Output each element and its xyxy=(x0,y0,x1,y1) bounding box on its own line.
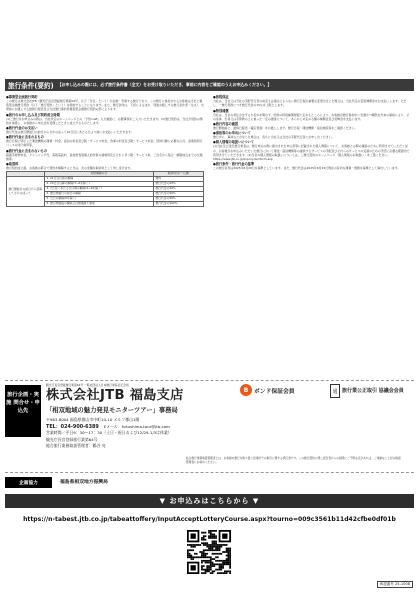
header-period: 契約解除の日 xyxy=(45,172,154,177)
company-name: 株式会社JTB 福島支店 xyxy=(46,388,184,403)
terms-title: 旅行条件(要約) xyxy=(8,82,54,90)
section-body: 旅行契約成立後、お客様の都合で契約を解除するときは、次の金額を取消料として申し受けます。 xyxy=(6,165,133,170)
section-heading: ●旅程保証 xyxy=(213,95,229,100)
section-heading: ●旅行のお申し込み及び契約成立時期 xyxy=(6,112,60,117)
registration-text: 観光庁長官登録旅行業第64号 一般社団法人日本旅行業協会正会員 xyxy=(46,383,129,387)
contact-info xyxy=(46,417,172,450)
terms-right-column xyxy=(213,94,411,170)
divider xyxy=(5,380,414,381)
phone[interactable]: TEL：024-900-6389 xyxy=(46,423,99,430)
section-body: 旅行代金は旅行開始日の前日からさかのぼって10日目にあたる日より前にお支払いいただきます。 xyxy=(6,129,134,134)
business-hours: 営業時間／平日9：30～17：30（土日・祝日および12/29-1/3は休業） xyxy=(46,430,172,436)
cancel-fee-table xyxy=(6,171,204,206)
cell-fee: 旅行代金の50% xyxy=(154,196,204,201)
terms-left-column xyxy=(6,94,204,207)
section-body: 超過手荷物料金、クリーニング代、電報電話料、追加飲食等個人的性質の諸費用及びそれに伴う税・サービス料、ご自宅から集合・解散地点までの交通費等。 xyxy=(6,152,203,161)
terms-subtitle: 【お申し込みの際には、必ず旅行条件書（全文）をお受け取りいただき、事前に内容をご確認のうえお申込みください。】 xyxy=(57,82,272,87)
section-body: (1)当社及び受託旅行業者は、旅行申込の際に提出された申込書等に記載された個人情報について、お客様との間の連絡のために利用させていただくほか、お客様がお申込みいただいた旅行において運送・宿泊機関等の提供するサービスの手配及びそれらのサービスの受領のための手続に必要な範囲内で利用させていただきます。(2)当社の個人情報の取扱いについては、ご旅行契約のホームページ「個人情報のお取扱い」をご覧ください。https://www.jtb.co.jp/inquiry/wmform.asp xyxy=(213,144,410,161)
cell-period: 3. 7日目にあたる日以降の解除(4~6を除く) xyxy=(45,187,154,192)
bond-badge xyxy=(240,384,295,396)
cell-period: 6. 旅行開始後の解除又は無連絡不参加 xyxy=(45,201,154,206)
address: 〒963-8004 福島県郡山市中町10-10 メルフ郡山1階 xyxy=(46,417,140,422)
approval-number: 承認番号 25-1008 xyxy=(377,581,413,588)
fair-trade-badge xyxy=(330,384,404,398)
table-side-label: 旅行開始日の前日から起算してさかのぼって xyxy=(7,177,45,206)
office-name: 「相双地域の魅力発見モニターツアー」事務局 xyxy=(46,407,178,414)
manager-name: 総合旅行業務取扱管理者：鶴谷 亮 xyxy=(46,443,106,449)
section-body: 当社は、当社の責任が生ずるか否かを問わず、約款の特別補償規程で定めるところにより、お客様が旅行参加中に急激かつ偶然な外来の事故により、その身体、生命又は手荷物の上に被った一定の損害について、あらかじめ定める額の補償金及び見舞金を支払います。 xyxy=(213,112,410,121)
section-heading: ●取消料 xyxy=(6,161,19,166)
section-body: (1)ご旅行をお申込みの際は、当社所定のホームページ上の「予約craft」入力画面に、必要事項をご入力いただきます。(2)旅行契約は、当社が契約の締結を承諾し、お客様から申込金を受理したときに成立するものとします。 xyxy=(6,116,203,125)
manager-note: 総合旅行業務取扱管理者とは、お客様の旅行を取り扱う営業所での取引に関する責任者です。この旅行契約に関し担当者からの説明にご不明な点があれば、ご遠慮なく上記の取扱管理者にお尋ねください。 xyxy=(186,456,401,464)
apply-banner: ▼ お申込みはこちらから ▼ xyxy=(5,494,414,508)
cooperation-label: 企画協力 xyxy=(5,477,52,488)
cell-fee: 旅行代金の30% xyxy=(154,187,204,192)
cell-fee: 旅行代金の20% xyxy=(154,182,204,187)
section-heading: ●募集型企画旅行契約 xyxy=(6,95,38,100)
section-heading: ●個人情報の取扱いについて xyxy=(213,140,254,145)
license-number: 観光庁長官登録旅行業第64号 xyxy=(46,436,98,442)
bond-label: ボンド保証会員 xyxy=(254,388,295,395)
section-heading: ●旅行代金のお支払い xyxy=(6,125,38,130)
section-heading: ●旅行代金に含まれないもの xyxy=(6,148,48,153)
header-fee: 取消料(お一人様) xyxy=(154,172,204,177)
email[interactable]: Eメール：fukushima-tour@jtb.com xyxy=(103,423,170,429)
section-body: 旅行開始前に、最終日程表（確定書面）をお渡しします。旅行日程・運送機関・宿泊施設等をご確認ください。 xyxy=(213,125,358,130)
section-body: 旅行日程に明示した運送機関の運賃・料金、宿泊の料金及び税・サービス料金、食事の料金及び税・サービス料金、団体行動に必要な心付、添乗員同行コースの同行費用等。 xyxy=(6,139,203,148)
cell-period: 4. 旅行開始日の前日の解除 xyxy=(45,192,154,197)
fair-trade-label: 旅行業公正取引 協議会会員 xyxy=(342,387,404,394)
section-body: 当社は、当社又は当社の手配代行者の故意又は過失によらない旅行日程の重要な変更が生じた場合は、当社所定の変更補償金をお支払いします。ただし、一旅行契約につき旅行代金の15％を上限とします。 xyxy=(213,99,407,108)
section-body: 旅行中に、事故などが生じた場合は、直ちに当社又は当社の手配代行者にお申し出ください。 xyxy=(213,135,335,140)
section-heading: ●旅行内容の確認 xyxy=(213,121,239,126)
bond-logo-icon: B xyxy=(240,384,252,396)
section-heading: ●特別補償 xyxy=(213,108,229,113)
apply-url-link[interactable]: https://n-tabest.jtb.co.jp/tabeattoffery/InputAcceptLotteryCourse.aspx?tourno=009c3561b11d42cfbe0df01b xyxy=(23,516,396,523)
cell-period: 5. 当日の解除(6を除く) xyxy=(45,196,154,201)
cell-period: 1. 21日目以前の解除 xyxy=(45,177,154,182)
organizer-label: 旅行企画・実施 問合せ・申込先 xyxy=(5,385,41,437)
fair-trade-icon: 通 xyxy=(330,384,340,398)
qr-code-icon[interactable] xyxy=(187,530,231,574)
cooperation-name: 福島県相双地方振興局 xyxy=(60,480,108,485)
divider xyxy=(5,472,414,473)
cell-period: 2. 20日目以降の解除(3~6を除く) xyxy=(45,182,154,187)
section-heading: ●旅行代金に含まれるもの xyxy=(6,135,44,140)
section-heading: ●旅行条件・旅行代金の基準 xyxy=(213,161,255,166)
terms-title-bar xyxy=(5,79,414,91)
cell-fee: 無料 xyxy=(154,177,204,182)
cell-fee: 旅行代金の40% xyxy=(154,192,204,197)
section-body: この旅行条件は2025年8月29日を基準としています。また、旅行代金は2025年8月29日現在の有効な運賃・規則を基準として算出しています。 xyxy=(213,165,401,170)
section-heading: ●事故等のお申出について xyxy=(213,131,251,136)
section-body: この旅行は株式会社JTB（観光庁長官登録旅行業第64号。以下「当社」という）が企画・実施する旅行であり、この旅行に参加されるお客様は当社と募集型企画旅行契約（以下「旅行契約」という）を締結することになります。また、旅行条件は、下記によるほか、別途お渡しする旅行条件書（全文）、出発前にお渡しする最終日程表及び当社旅行業約款募集型企画旅行契約の部によります。 xyxy=(6,99,204,112)
cell-fee: 旅行代金の100% xyxy=(154,201,204,206)
